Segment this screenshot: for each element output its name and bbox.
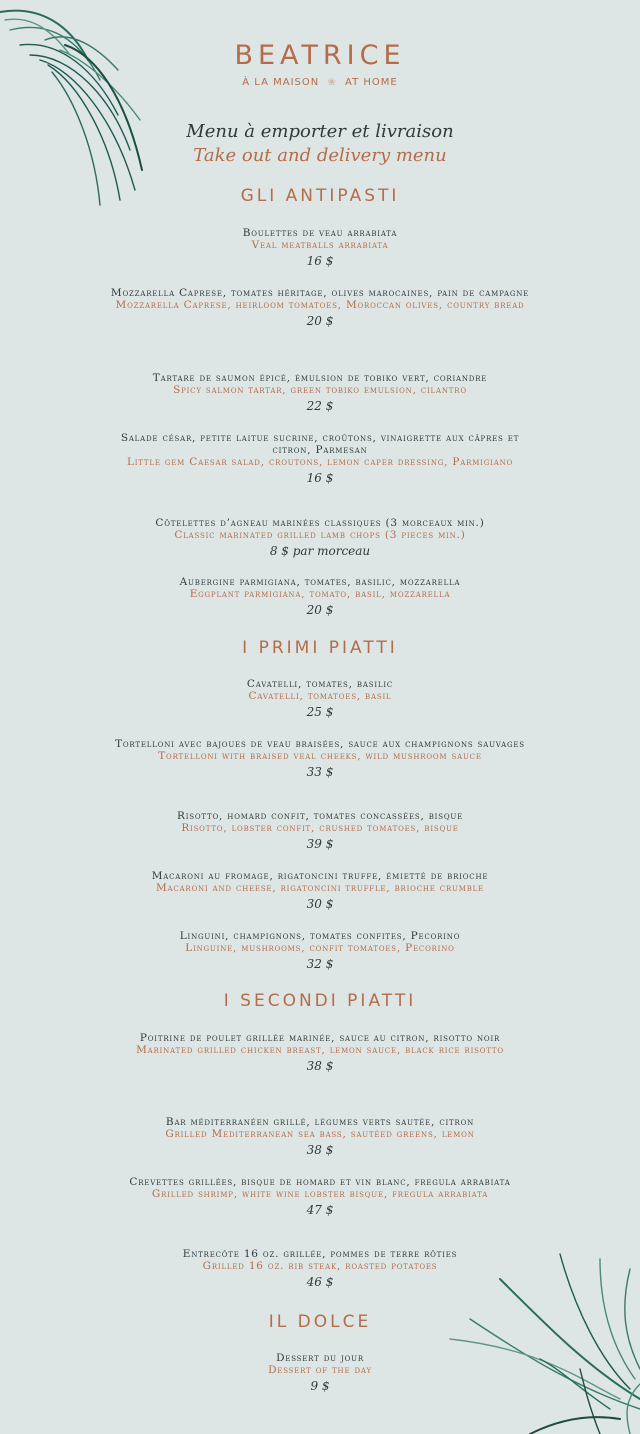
item-name-fr: Salade césar, petite laitue sucrine, croûtons, vinaigrette aux câpres et citron, Parmesan: [120, 432, 520, 456]
item-name-fr: Côtelettes d’agneau marinées classiques (3 morceaux min.): [155, 517, 485, 529]
item-name-en: Grilled Mediterranean sea bass, sautéed greens, lemon: [165, 1128, 475, 1140]
menu-item: [100, 1032, 540, 1073]
item-name-fr: Mozzarella Caprese, tomates héritage, olives marocaines, pain de campagne: [110, 287, 530, 299]
menu-item: [100, 1248, 540, 1289]
item-price: 47 $: [306, 1203, 334, 1217]
item-name-fr: Tartare de saumon épicé, émulsion de tobiko vert, coriandre: [152, 372, 488, 384]
item-name-en: Risotto, lobster confit, crushed tomatoes, bisque: [181, 822, 459, 834]
item-name-en: Cavatelli, tomatoes, basil: [248, 690, 392, 702]
leaf-icon: ❀: [327, 77, 337, 88]
item-price: 32 $: [306, 957, 334, 971]
item-price: 20 $: [306, 314, 334, 328]
brand-tagline: [0, 77, 640, 88]
item-price: 9 $: [310, 1379, 330, 1393]
menu-item: [100, 1176, 540, 1217]
item-name-en: Little gem Caesar salad, croutons, lemon caper dressing, Parmigiano: [126, 456, 514, 468]
section-title-secondi: I SECONDI PIATTI: [223, 991, 417, 1011]
menu-item: [100, 1352, 540, 1393]
item-price: 16 $: [306, 254, 334, 268]
section-title-primi: I PRIMI PIATTI: [242, 638, 398, 658]
item-name-fr: Aubergine parmigiana, tomates, basilic, mozzarella: [179, 576, 461, 588]
item-price: 46 $: [306, 1275, 334, 1289]
palm-leaf-icon: [0, 0, 160, 215]
item-name-en: Marinated grilled chicken breast, lemon sauce, black rice risotto: [136, 1044, 504, 1056]
section-title-antipasti: GLI ANTIPASTI: [240, 186, 400, 206]
item-name-fr: Boulettes de veau arrabiata: [242, 227, 398, 239]
menu-item: [100, 432, 540, 485]
section-title-dolce: IL DOLCE: [268, 1312, 372, 1332]
item-name-en: Tortelloni with braised veal cheeks, wild mushroom sauce: [158, 750, 482, 762]
item-name-en: Linguine, mushrooms, confit tomatoes, Pecorino: [185, 942, 455, 954]
item-name-en: Mozzarella Caprese, heirloom tomatoes, Moroccan olives, country bread: [115, 299, 525, 311]
item-name-fr: Risotto, homard confit, tomates concassées, bisque: [177, 810, 463, 822]
item-name-fr: Poitrine de poulet grillée marinée, sauce au citron, risotto noir: [139, 1032, 501, 1044]
tagline-right: AT HOME: [345, 77, 398, 88]
item-name-fr: Dessert du jour: [276, 1352, 364, 1364]
item-price: 39 $: [306, 837, 334, 851]
menu-item: [100, 227, 540, 268]
menu-item: [100, 870, 540, 911]
item-name-fr: Macaroni au fromage, rigatoncini truffe, émietté de brioche: [151, 870, 489, 882]
menu-item: [100, 517, 540, 558]
item-price: 25 $: [306, 705, 334, 719]
item-name-en: Dessert of the day: [268, 1364, 372, 1376]
menu-title-en: Take out and delivery menu: [193, 145, 447, 166]
menu-item: [100, 678, 540, 719]
item-price: 38 $: [306, 1059, 334, 1073]
menu-item: [100, 738, 540, 779]
item-price: 30 $: [306, 897, 334, 911]
item-price: 20 $: [306, 603, 334, 617]
menu-item: [100, 287, 540, 328]
item-name-en: Macaroni and cheese, rigatoncini truffle, brioche crumble: [155, 882, 485, 894]
item-name-fr: Crevettes grillées, bisque de homard et vin blanc, fregula arrabiata: [129, 1176, 511, 1188]
item-price: 8 $ par morceau: [269, 544, 371, 558]
item-price: 22 $: [306, 399, 334, 413]
item-name-fr: Entrecôte 16 oz. grillée, pommes de terre rôties: [182, 1248, 458, 1260]
item-name-fr: Bar méditerranéen grillé, légumes verts sautée, citron: [165, 1116, 475, 1128]
item-price: 33 $: [306, 765, 334, 779]
item-name-en: Eggplant parmigiana, tomato, basil, mozzarella: [189, 588, 451, 600]
menu-title-fr: Menu à emporter et livraison: [186, 121, 454, 142]
menu-item: [100, 372, 540, 413]
tagline-left: À LA MAISON: [242, 77, 320, 88]
menu-item: [100, 576, 540, 617]
item-price: 16 $: [306, 471, 334, 485]
item-name-fr: Cavatelli, tomates, basilic: [246, 678, 394, 690]
menu-item: [100, 810, 540, 851]
item-name-en: Veal meatballs arrabiata: [251, 239, 389, 251]
item-name-fr: Tortelloni avec bajoues de veau braisées, sauce aux champignons sauvages: [115, 738, 525, 750]
item-name-en: Classic marinated grilled lamb chops (3 pieces min.): [174, 529, 466, 541]
item-name-en: Spicy salmon tartar, green tobiko emulsion, cilantro: [173, 384, 467, 396]
item-name-fr: Linguini, champignons, tomates confites, Pecorino: [179, 930, 461, 942]
menu-item: [100, 1116, 540, 1157]
item-name-en: Grilled 16 oz. rib steak, roasted potatoes: [202, 1260, 438, 1272]
brand-logo: BEATRICE: [234, 40, 406, 71]
item-price: 38 $: [306, 1143, 334, 1157]
menu-item: [100, 930, 540, 971]
item-name-en: Grilled shrimp, white wine lobster bisque, fregula arrabiata: [151, 1188, 489, 1200]
